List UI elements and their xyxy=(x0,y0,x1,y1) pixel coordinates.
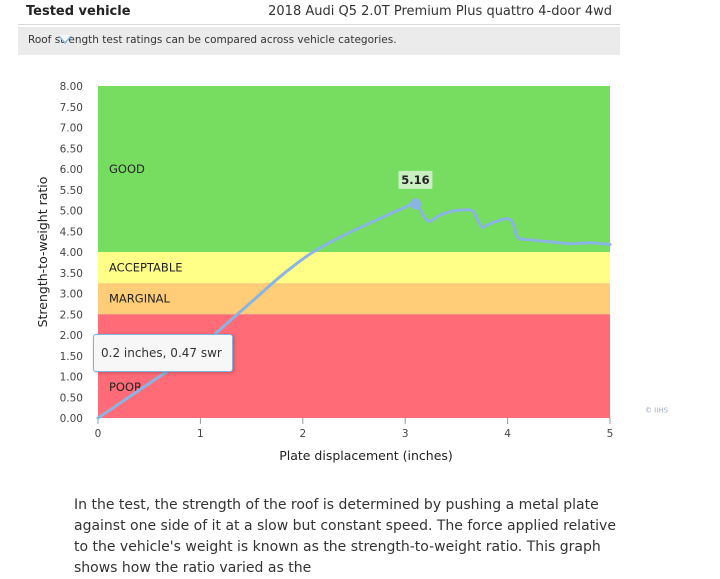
y-tick-label: 6.00 xyxy=(59,164,83,176)
x-axis-title: Plate displacement (inches) xyxy=(279,448,453,463)
watermark: © IIHS xyxy=(644,406,668,415)
y-tick-label: 6.50 xyxy=(59,143,83,156)
x-tick-label: 0 xyxy=(94,428,102,440)
y-tick-label: 3.00 xyxy=(59,288,83,301)
y-tick-label: 4.50 xyxy=(59,226,83,239)
tooltip-arrow-inner xyxy=(59,35,71,42)
y-tick-label: 5.50 xyxy=(59,184,83,197)
peak-label: 5.16 xyxy=(401,172,430,187)
y-tick-label: 2.00 xyxy=(59,330,83,342)
band-label-poor: POOR xyxy=(109,379,143,394)
x-tick-label: 2 xyxy=(299,428,307,440)
y-tick-label: 0.50 xyxy=(59,392,83,405)
y-tick-labels xyxy=(60,81,83,425)
x-tick-label: 1 xyxy=(197,428,204,440)
x-tick-label: 5 xyxy=(606,428,614,440)
test-description: In the test, the strength of the roof is determined by pushing a metal plate against one side of it at a slow but constant speed. The force applied relative to the vehicle's weight is known as the strength-to-weight ratio. This graph shows how the ratio varied as the xyxy=(74,497,616,576)
x-tick-labels xyxy=(95,428,614,440)
roof-strength-chart xyxy=(0,70,720,470)
y-tick-label: 5.00 xyxy=(59,205,83,218)
hover-tooltip xyxy=(93,334,233,372)
comparison-note xyxy=(18,27,620,55)
x-tick-marks xyxy=(98,418,610,424)
band-label-good: GOOD xyxy=(109,162,145,176)
vehicle-name: 2018 Audi Q5 2.0T Premium Plus quattro 4-door 4wd xyxy=(268,4,612,19)
band-marginal xyxy=(98,283,610,314)
band-label-acceptable: ACCEPTABLE xyxy=(109,260,183,275)
tested-vehicle-row xyxy=(18,0,620,25)
y-tick-label: 0.00 xyxy=(59,413,83,425)
y-tick-label: 8.00 xyxy=(59,81,83,93)
y-tick-label: 3.50 xyxy=(59,267,83,280)
note-text: Roof strength test ratings can be compared across vehicle categories. xyxy=(28,34,397,46)
tooltip-text: 0.2 inches, 0.47 swr xyxy=(101,346,222,360)
band-good xyxy=(98,86,610,252)
y-axis-title: Strength-to-weight ratio xyxy=(35,176,50,328)
peak-marker[interactable] xyxy=(410,198,421,209)
y-tick-label: 1.50 xyxy=(59,350,83,363)
y-tick-label: 7.50 xyxy=(59,101,83,114)
tested-vehicle-label: Tested vehicle xyxy=(26,4,131,19)
y-tick-label: 1.00 xyxy=(59,371,83,384)
y-tick-label: 2.50 xyxy=(59,309,83,322)
band-label-marginal: MARGINAL xyxy=(109,291,170,306)
x-tick-label: 3 xyxy=(401,428,409,440)
y-tick-label: 7.00 xyxy=(59,122,83,135)
y-tick-label: 4.00 xyxy=(59,247,83,259)
x-tick-label: 4 xyxy=(504,428,511,440)
